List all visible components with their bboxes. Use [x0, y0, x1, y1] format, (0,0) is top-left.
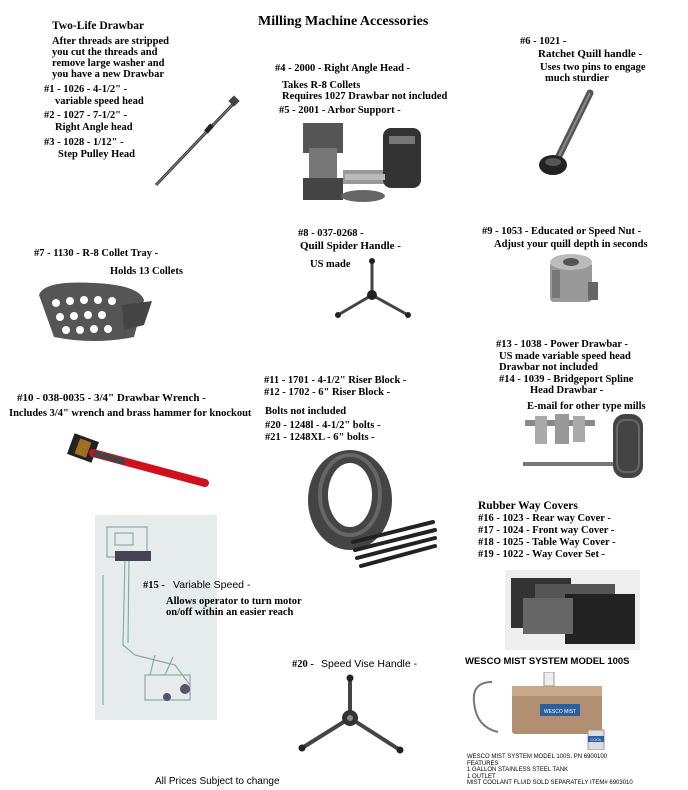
way-cover-item-2: #17 - 1024 - Front way Cover -: [478, 525, 615, 536]
drawbar-item-2-desc: Right Angle head: [55, 122, 133, 133]
power-drawbar-line5: Head Drawbar -: [530, 385, 604, 396]
mist-caption-line-2: FEATURES: [467, 760, 499, 767]
drawbar-desc-1: After threads are stripped: [52, 36, 169, 47]
right-angle-line4: #5 - 2001 - Arbor Support -: [279, 105, 401, 116]
mist-caption-line-1: WESCO MIST SYSTEM MODEL 100S, PN 6900100: [467, 754, 608, 760]
spider-line2: Quill Spider Handle -: [300, 240, 401, 252]
vise-handle-code: #20 -: [292, 659, 314, 670]
wrench-line1: #10 - 038-0035 - 3/4" Drawbar Wrench -: [17, 392, 206, 404]
ratchet-line4: much sturdier: [545, 73, 609, 84]
way-cover-item-3: #18 - 1025 - Table Way Cover -: [478, 537, 616, 548]
collet-tray-line1: #7 - 1130 - R-8 Collet Tray -: [34, 248, 159, 259]
page-title: Milling Machine Accessories: [258, 14, 429, 29]
collet-tray-image: [34, 275, 154, 345]
way-cover-item-4: #19 - 1022 - Way Cover Set -: [478, 549, 606, 560]
speed-nut-image: [540, 250, 605, 310]
way-covers-heading: Rubber Way Covers: [478, 500, 578, 512]
mist-caption-line-3: 1 GALLON STAINLESS STEEL TANK: [467, 767, 569, 773]
riser-line2: #12 - 1702 - 6" Riser Block -: [264, 387, 391, 398]
mist-bottle-label: COOL: [590, 737, 602, 742]
mist-caption-line-5: MIST COOLANT FLUID SOLD SEPARATELY ITEM# 6903010: [467, 780, 633, 786]
power-drawbar-line3: Drawbar not included: [499, 362, 598, 373]
spider-line1: #8 - 037-0268 -: [298, 228, 364, 239]
drawbar-item-3-code: #3 - 1028 - 1/12" -: [44, 137, 124, 148]
drawbar-image: [150, 95, 245, 190]
riser-line4: #20 - 1248l - 4-1/2" bolts -: [265, 420, 381, 431]
way-covers-image: [505, 570, 640, 650]
drawbar-item-3-desc: Step Pulley Head: [58, 149, 136, 160]
right-angle-line1: #4 - 2000 - Right Angle Head -: [275, 63, 411, 74]
variable-speed-name: Variable Speed -: [173, 579, 251, 591]
mist-tank-label: WESCO MIST: [543, 709, 577, 715]
way-cover-item-1: #16 - 1023 - Rear way Cover -: [478, 513, 611, 524]
drawbar-desc-3: remove large washer and: [52, 58, 165, 69]
spider-handle-image: [330, 255, 415, 325]
collet-tray-line2: Holds 13 Collets: [110, 266, 183, 277]
vise-handle-image: [290, 670, 415, 770]
mist-heading: WESCO MIST SYSTEM MODEL 100S: [465, 656, 630, 667]
ratchet-line1: #6 - 1021 -: [520, 36, 567, 47]
right-angle-line2: Takes R-8 Collets: [282, 80, 361, 91]
drawbar-heading: Two-Life Drawbar: [52, 20, 145, 32]
variable-speed-code: #15 -: [143, 580, 165, 591]
right-angle-line3: Requires 1027 Drawbar not included: [282, 91, 448, 102]
power-drawbar-image: [515, 408, 655, 480]
power-drawbar-line2: US made variable speed head: [499, 351, 631, 362]
drawbar-item-1-code: #1 - 1026 - 4-1/2" -: [44, 84, 128, 95]
power-drawbar-line4: #14 - 1039 - Bridgeport Spline: [499, 374, 634, 385]
footer-note: All Prices Subject to change: [155, 776, 280, 787]
power-drawbar-line1: #13 - 1038 - Power Drawbar -: [496, 339, 629, 350]
riser-line1: #11 - 1701 - 4-1/2" Riser Block -: [264, 375, 407, 386]
riser-block-image: [305, 440, 440, 570]
drawbar-desc-4: you have a new Drawbar: [52, 69, 164, 80]
drawbar-item-2-code: #2 - 1027 - 7-1/2" -: [44, 110, 128, 121]
variable-speed-line3: on/off within an easier reach: [166, 607, 294, 618]
mist-system-image: [470, 672, 610, 750]
ratchet-line2: Ratchet Quill handle -: [538, 48, 643, 60]
speed-nut-line2: Adjust your quill depth in seconds: [494, 239, 648, 250]
riser-line3: Bolts not included: [265, 406, 347, 417]
power-drawbar-line6: E-mail for other type mills: [527, 401, 646, 412]
wrench-line2: Includes 3/4" wrench and brass hammer for knockout: [9, 408, 252, 419]
vise-handle-name: Speed Vise Handle -: [321, 658, 418, 670]
ratchet-line3: Uses two pins to engage: [540, 62, 646, 73]
mist-caption-line-4: 1 OUTLET: [467, 773, 496, 780]
riser-line5: #21 - 1248XL - 6" bolts -: [265, 432, 375, 443]
spider-line3: US made: [310, 259, 351, 270]
brass-hammer-image: [65, 425, 220, 495]
drawbar-item-1-desc: variable speed head: [55, 96, 144, 107]
drawbar-desc-2: you cut the threads and: [52, 47, 158, 58]
variable-speed-line2: Allows operator to turn motor: [166, 596, 302, 607]
ratchet-handle-image: [535, 85, 605, 185]
right-angle-head-image: [285, 118, 435, 208]
speed-nut-line1: #9 - 1053 - Educated or Speed Nut -: [482, 226, 642, 237]
mist-caption: [467, 754, 633, 787]
